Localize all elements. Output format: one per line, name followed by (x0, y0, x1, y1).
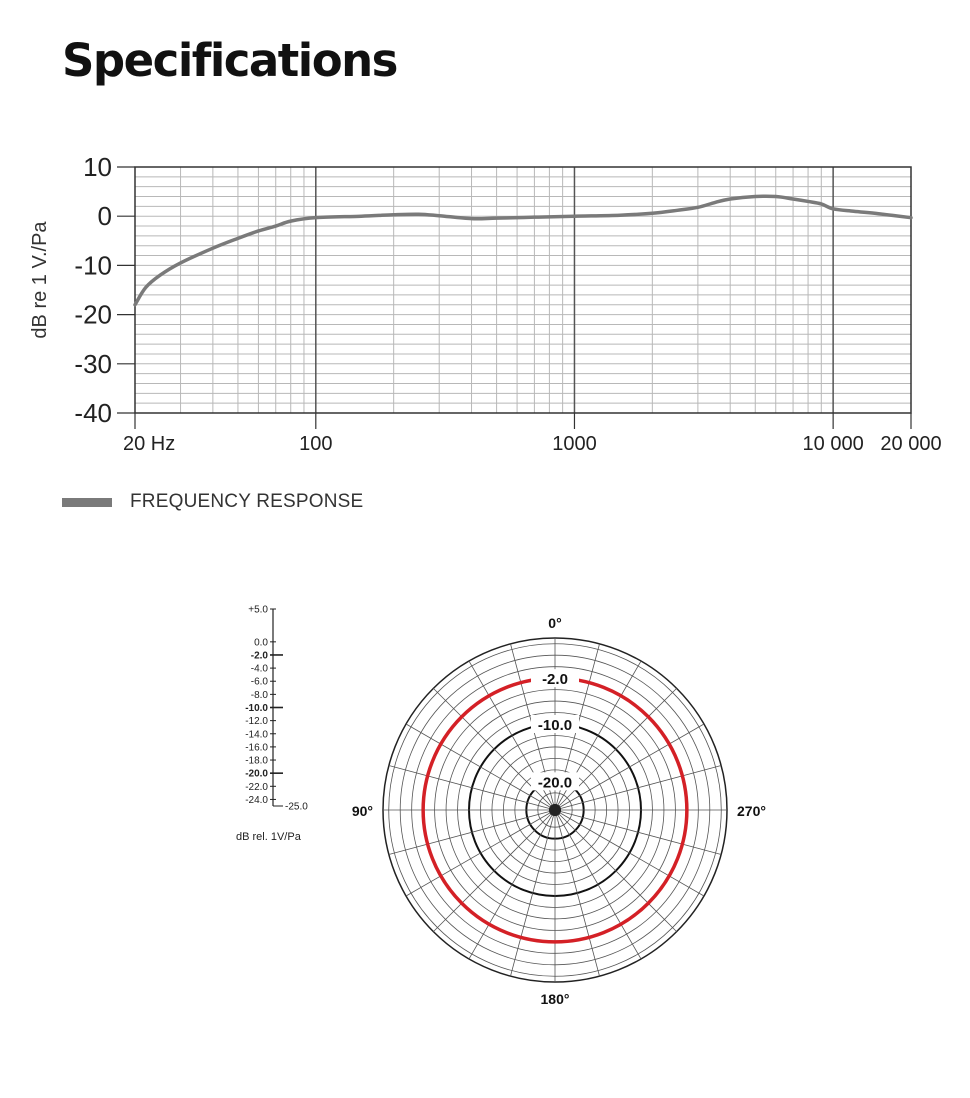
x-tick-label: 20 Hz (123, 433, 176, 455)
polar-spoke (433, 688, 555, 810)
scale-tick-label: -24.0 (245, 794, 268, 806)
scale-tick-label: -6.0 (250, 676, 268, 688)
chart-grid (135, 167, 911, 413)
polar-spoke (555, 810, 704, 896)
polar-pattern-chart (0, 570, 970, 1050)
angle-label: 0° (548, 615, 562, 631)
scale-tick-label: -20.0 (245, 768, 268, 780)
db-scale (236, 605, 308, 844)
polar-spoke (555, 810, 677, 932)
legend-swatch (62, 498, 112, 507)
y-tick-label: 0 (97, 201, 112, 232)
scale-tick-label: -10.0 (245, 703, 268, 714)
scale-tick-label: -14.0 (245, 729, 268, 741)
page-title: Specifications (62, 34, 397, 87)
y-tick-label: 10 (83, 152, 112, 182)
y-tick-label: -10 (74, 250, 112, 281)
ring-label: -2.0 (542, 671, 568, 689)
polar-spoke (406, 810, 555, 896)
polar-spoke (555, 724, 704, 810)
angle-label: 90° (351, 803, 373, 819)
plot-frame (135, 167, 911, 413)
polar-center (549, 804, 561, 816)
polar-spoke (555, 688, 677, 810)
y-axis-label: dB re 1 V./Pa (29, 221, 51, 339)
polar-spoke (555, 810, 641, 959)
scale-tick-label: +5.0 (248, 604, 268, 616)
y-tick-label: -40 (74, 398, 112, 428)
polar-grid (383, 638, 727, 982)
scale-tick-label: -16.0 (245, 742, 268, 754)
polar-spoke (433, 810, 555, 932)
x-tick-label: 20 000 (880, 433, 942, 455)
scale-unit-label: dB rel. 1V/Pa (236, 831, 301, 843)
scale-tick-label: -25.0 (285, 801, 308, 813)
angle-label: 180° (540, 991, 570, 1007)
polar-spoke (406, 724, 555, 810)
y-tick-label: -20 (74, 299, 112, 330)
ring-label: -10.0 (537, 717, 573, 734)
tick-labels (74, 152, 941, 455)
x-tick-label: 100 (299, 433, 333, 455)
scale-tick-label: -4.0 (250, 663, 268, 675)
ring-label: -20.0 (537, 774, 573, 792)
x-tick-label: 10 000 (802, 433, 864, 455)
series-line-frequency-response (135, 196, 911, 305)
angle-label: 270° (737, 803, 766, 819)
scale-tick-label: -12.0 (245, 716, 268, 728)
polar-spoke (469, 810, 555, 959)
scale-tick-label: -22.0 (245, 781, 268, 793)
scale-tick-label: 0.0 (254, 637, 268, 649)
chart-legend (62, 490, 363, 514)
legend-label: FREQUENCY RESPONSE (130, 491, 364, 512)
scale-tick-label: -18.0 (245, 755, 268, 767)
scale-tick-label: -8.0 (250, 689, 268, 701)
y-tick-label: -30 (74, 348, 112, 379)
scale-tick-label: -2.0 (250, 650, 268, 662)
frequency-response-chart (0, 140, 970, 470)
x-tick-label: 1000 (552, 433, 597, 455)
